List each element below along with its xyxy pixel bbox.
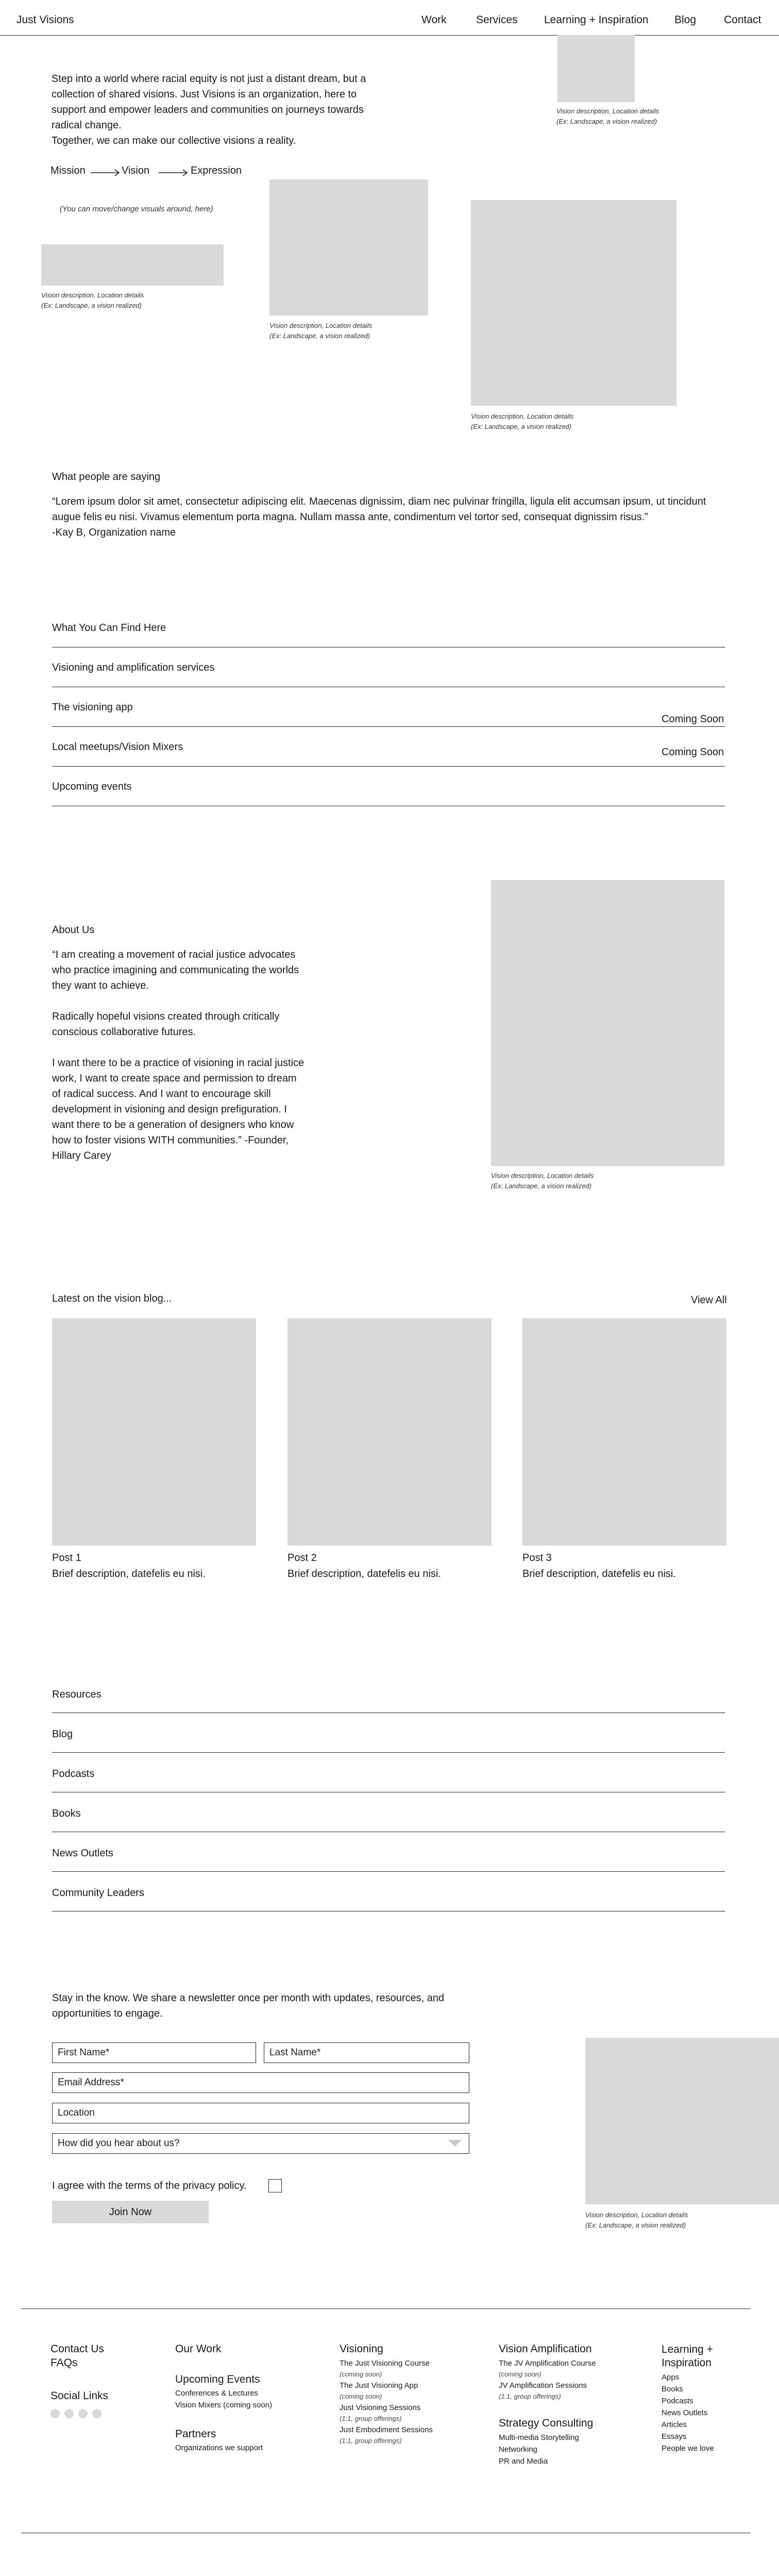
resource-item-blog[interactable]: Blog <box>52 1729 73 1740</box>
about-paragraph: Radically hopeful visions created through critically conscious collaborative futures. <box>52 1011 280 1038</box>
footer-partners-list <box>175 2442 263 2454</box>
footer-link-books[interactable]: Books <box>662 2385 683 2394</box>
privacy-checkbox[interactable] <box>268 2179 282 2192</box>
vision-caption: Vision description, Location details (Ex: Landscape, a vision realized) <box>556 107 659 125</box>
newsletter-intro: Stay in the know. We share a newsletter once per month with updates, resources, and opportunities to engage. <box>52 1992 445 2019</box>
nav-work[interactable]: Work <box>421 14 447 26</box>
flow-mission: Mission <box>50 165 86 176</box>
footer-link-essays[interactable]: Essays <box>662 2432 687 2441</box>
resource-item-news-outlets[interactable]: News Outlets <box>52 1848 113 1859</box>
footer-our-work-link[interactable]: Our Work <box>175 2343 222 2355</box>
footer-link-networking[interactable]: Networking <box>499 2445 538 2454</box>
arrow-right-icon <box>90 168 121 178</box>
footer-link-sessions[interactable]: Just Visioning Sessions <box>340 2403 421 2412</box>
about-text <box>52 947 304 1164</box>
hear-about-us-value: How did you hear about us? <box>58 2138 180 2149</box>
nav-services[interactable]: Services <box>476 14 518 26</box>
coming-soon-badge: Coming Soon <box>662 746 724 758</box>
footer-partners-link[interactable]: Partners <box>175 2428 216 2440</box>
vision-caption: Vision description, Location details (Ex: Landscape, a vision realized) <box>491 1172 594 1190</box>
flow-vision: Vision <box>122 165 150 176</box>
vision-caption: Vision description, Location details (Ex: Landscape, a vision realized) <box>41 291 144 309</box>
vision-image-small <box>41 244 224 286</box>
footer-link-organizations[interactable]: Organizations we support <box>175 2444 263 2452</box>
footer-learning-list <box>662 2371 714 2454</box>
footer-note: (coming soon) <box>340 2392 382 2400</box>
resource-item-books[interactable]: Books <box>52 1808 81 1819</box>
flow-expression: Expression <box>191 165 242 176</box>
divider <box>52 1871 725 1872</box>
vision-caption: Vision description, Location details (Ex: Landscape, a vision realized) <box>269 322 372 340</box>
footer-link-amp-course[interactable]: The JV Amplification Course <box>499 2359 596 2368</box>
footer-link-news-outlets[interactable]: News Outlets <box>662 2408 708 2417</box>
post-description: Brief description, datefelis eu nisi. <box>287 1568 441 1580</box>
footer-note: (1:1, group offerings) <box>499 2392 561 2400</box>
footer-contact-link[interactable]: Contact Us <box>50 2343 104 2355</box>
brand-logo[interactable]: Just Visions <box>16 14 74 26</box>
site-header <box>0 0 779 36</box>
find-item-app[interactable]: The visioning app <box>52 702 133 713</box>
newsletter-image <box>585 2038 779 2204</box>
footer-link-people[interactable]: People we love <box>662 2444 714 2453</box>
footer-note: (coming soon) <box>499 2370 541 2378</box>
find-item-meetups[interactable]: Local meetups/Vision Mixers <box>52 741 183 753</box>
vision-image-large <box>471 200 676 406</box>
about-paragraph: I want there to be a practice of visioning in racial justice work, I want to create space and permission to dream of radical success. And I want to encourage skill development in visioning and design prefiguration. I want there to be a generation of designers who know how to foster visions WITH communities.” -Founder, Hillary Carey <box>52 1057 304 1161</box>
post-description: Brief description, datefelis eu nisi. <box>52 1568 206 1580</box>
mission-flow <box>50 165 267 180</box>
about-paragraph: “I am creating a movement of racial justice advocates who practice imagining and communicating the worlds they want to achieve. <box>52 949 299 991</box>
resource-item-podcasts[interactable]: Podcasts <box>52 1768 95 1780</box>
footer-link-embodiment[interactable]: Just Embodiment Sessions <box>340 2425 433 2434</box>
footer-link-course[interactable]: The Just Visioning Course <box>340 2359 430 2368</box>
about-heading: About Us <box>52 924 95 936</box>
hear-about-us-select[interactable] <box>52 2133 469 2154</box>
post-title[interactable]: Post 3 <box>522 1552 552 1564</box>
view-all-link[interactable]: View All <box>691 1294 727 1306</box>
post-description: Brief description, datefelis eu nisi. <box>522 1568 676 1580</box>
testimonial-quote: “Lorem ipsum dolor sit amet, consectetur adipiscing elit. Maecenas dignissim, diam nec pulvinar fringilla, ligula elit accumsan ipsum, ut tincidunt augue felis eu nisi. Vivamus elementum porta magna. Nullam massa ante, condimentum vel tortor sed, consequat dignissim risus.” -Kay B, Organization name <box>52 494 728 540</box>
footer-amplification-heading[interactable]: Vision Amplification <box>499 2343 592 2355</box>
footer-link-conferences[interactable]: Conferences & Lectures <box>175 2389 258 2398</box>
footer-visioning-list <box>340 2357 433 2446</box>
vision-caption: Vision description, Location details (Ex: Landscape, a vision realized) <box>585 2211 688 2229</box>
post-thumbnail[interactable] <box>52 1318 256 1545</box>
post-title[interactable]: Post 1 <box>52 1552 81 1564</box>
location-input[interactable]: Location <box>52 2103 469 2123</box>
post-card[interactable] <box>52 1550 206 1582</box>
resources-heading: Resources <box>52 1689 101 1700</box>
footer-link-amp-sessions[interactable]: JV Amplification Sessions <box>499 2381 587 2390</box>
footer-link-articles[interactable]: Articles <box>662 2420 687 2429</box>
last-name-input[interactable]: Last Name* <box>264 2042 469 2063</box>
footer-events-list <box>175 2387 272 2411</box>
nav-blog[interactable]: Blog <box>674 14 697 26</box>
blog-heading: Latest on the vision blog... <box>52 1293 172 1304</box>
hero-paragraph <box>52 71 381 148</box>
post-thumbnail[interactable] <box>287 1318 492 1545</box>
vision-image-top-right <box>557 35 635 102</box>
footer-learning-heading[interactable]: Learning + Inspiration <box>662 2344 713 2369</box>
post-thumbnail[interactable] <box>522 1318 726 1545</box>
testimonial-heading: What people are saying <box>52 471 161 483</box>
footer-divider-top <box>21 2308 751 2309</box>
post-card[interactable] <box>522 1550 676 1582</box>
divider <box>52 1911 725 1912</box>
find-heading: What You Can Find Here <box>52 622 166 634</box>
divider <box>52 726 725 727</box>
footer-link-podcasts[interactable]: Podcasts <box>662 2397 693 2405</box>
footer-faqs-link[interactable]: FAQs <box>50 2357 78 2369</box>
find-item-services[interactable]: Visioning and amplification services <box>52 662 215 673</box>
footer-note: (1:1, group offerings) <box>340 2437 402 2445</box>
footer-link-vision-mixers[interactable]: Vision Mixers (coming soon) <box>175 2401 273 2409</box>
dropdown-triangle-icon <box>448 2140 462 2147</box>
first-name-input[interactable]: First Name* <box>52 2042 256 2063</box>
footer-link-pr-media[interactable]: PR and Media <box>499 2457 548 2466</box>
nav-learning-inspiration[interactable]: Learning + Inspiration <box>544 14 649 26</box>
footer-amplification-list <box>499 2357 596 2402</box>
footer-visioning-heading[interactable]: Visioning <box>340 2343 383 2355</box>
footer-note: (1:1, group offerings) <box>340 2415 402 2422</box>
footer-link-apps[interactable]: Apps <box>662 2373 680 2382</box>
social-icon[interactable] <box>92 2409 101 2418</box>
join-now-button[interactable]: Join Now <box>52 2201 209 2223</box>
footer-social-heading: Social Links <box>50 2390 109 2402</box>
footer-strategy-list <box>499 2432 579 2467</box>
testimonial-author: -Kay B, Organization name <box>52 527 176 538</box>
footer-upcoming-events-link[interactable]: Upcoming Events <box>175 2373 260 2385</box>
hero-tagline: Together, we can make our collective visions a reality. <box>52 135 296 146</box>
nav-contact[interactable]: Contact <box>724 14 761 26</box>
footer-note: (coming soon) <box>340 2370 382 2378</box>
hero-intro: Step into a world where racial equity is not just a distant dream, but a collection of shared visions. Just Visions is an organization, here to support and empower leaders and communities on journeys towards radical change. <box>52 73 366 131</box>
post-card[interactable] <box>287 1550 441 1582</box>
divider <box>52 1752 725 1753</box>
resource-item-community-leaders[interactable]: Community Leaders <box>52 1887 144 1899</box>
find-item-events[interactable]: Upcoming events <box>52 781 132 792</box>
visuals-note: (You can move/change visuals around, here) <box>60 205 213 213</box>
arrow-right-icon <box>158 168 189 178</box>
vision-caption: Vision description, Location details (Ex: Landscape, a vision realized) <box>471 412 574 430</box>
post-title[interactable]: Post 2 <box>287 1552 317 1564</box>
divider <box>52 766 725 767</box>
about-image <box>491 880 724 1166</box>
footer-strategy-heading[interactable]: Strategy Consulting <box>499 2417 594 2429</box>
email-input[interactable]: Email Address* <box>52 2072 469 2093</box>
social-icon[interactable] <box>64 2409 74 2418</box>
social-icon[interactable] <box>50 2409 60 2418</box>
vision-image-medium <box>269 179 428 315</box>
footer-link-app[interactable]: The Just Visioning App <box>340 2381 418 2390</box>
privacy-agree-label: I agree with the terms of the privacy policy. <box>52 2180 247 2191</box>
social-icon[interactable] <box>78 2409 88 2418</box>
header-divider <box>0 35 779 36</box>
footer-link-storytelling[interactable]: Multi-media Storytelling <box>499 2433 579 2442</box>
coming-soon-badge: Coming Soon <box>662 713 724 725</box>
